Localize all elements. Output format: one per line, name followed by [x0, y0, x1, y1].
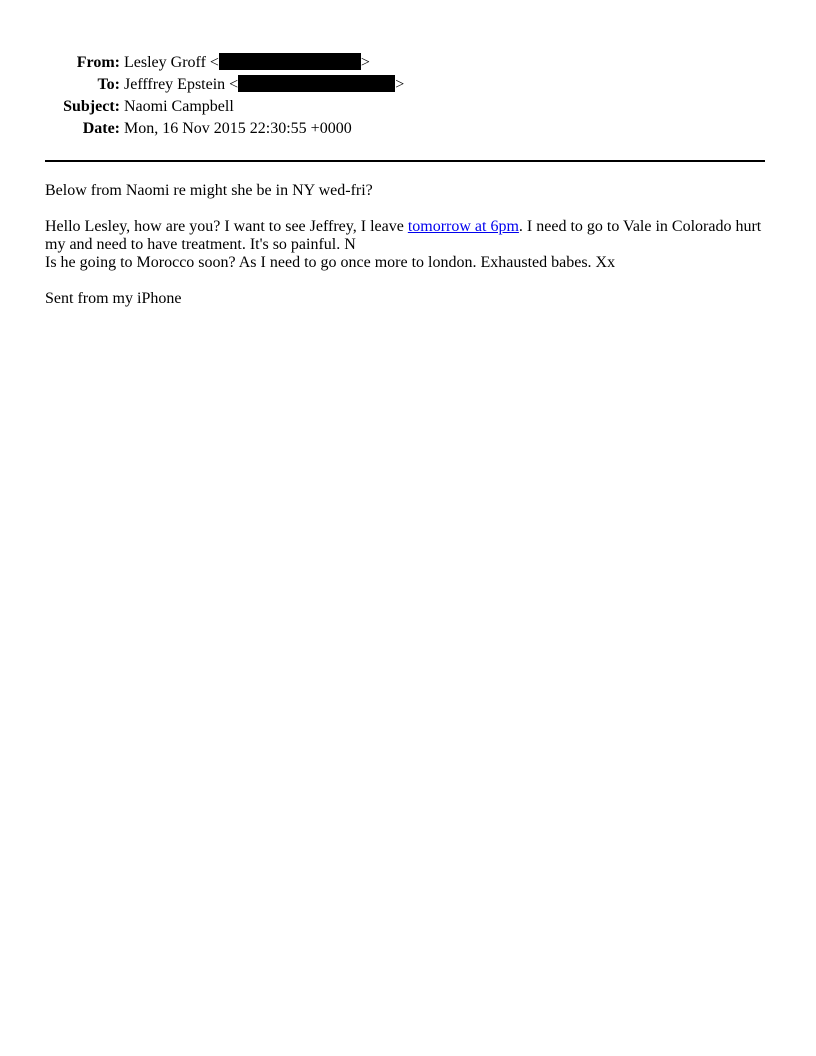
- body-paragraph-2-text-b: . I need to go to Vale in Colorado hurt my and need to have treatment. It's so painful. N: [45, 218, 762, 253]
- to-name: Jefffrey Epstein <: [124, 76, 239, 93]
- from-email-redaction: [219, 53, 361, 70]
- to-value: [124, 74, 404, 96]
- subject-label: Subject:: [63, 98, 120, 115]
- to-email-redaction: [238, 75, 395, 92]
- to-label: To:: [97, 76, 120, 93]
- email-body: [45, 182, 767, 326]
- from-row: [45, 52, 404, 74]
- date-row: [45, 118, 404, 140]
- header-divider: [45, 160, 765, 162]
- from-close-bracket: >: [360, 54, 370, 71]
- body-paragraph-2-line-2: Is he going to Morocco soon? As I need to go once more to london. Exhausted babes. Xx: [45, 254, 616, 271]
- body-line-1: Below from Naomi re might she be in NY wed-fri?: [45, 182, 373, 199]
- from-label: From:: [76, 54, 120, 71]
- to-row: [45, 74, 404, 96]
- subject-row: [45, 96, 404, 118]
- email-header: [45, 52, 404, 140]
- from-value: [124, 52, 404, 74]
- email-signature: Sent from my iPhone: [45, 290, 182, 307]
- from-name: Lesley Groff <: [124, 54, 219, 71]
- body-paragraph-2-text-a: Hello Lesley, how are you? I want to see Jeffrey, I leave: [45, 218, 408, 235]
- to-close-bracket: >: [395, 76, 405, 93]
- body-paragraph-2: [45, 218, 767, 254]
- date-value: Mon, 16 Nov 2015 22:30:55 +0000: [124, 120, 352, 137]
- tomorrow-6pm-link[interactable]: tomorrow at 6pm: [407, 218, 519, 235]
- date-label: Date:: [82, 120, 120, 137]
- subject-value: Naomi Campbell: [124, 98, 234, 115]
